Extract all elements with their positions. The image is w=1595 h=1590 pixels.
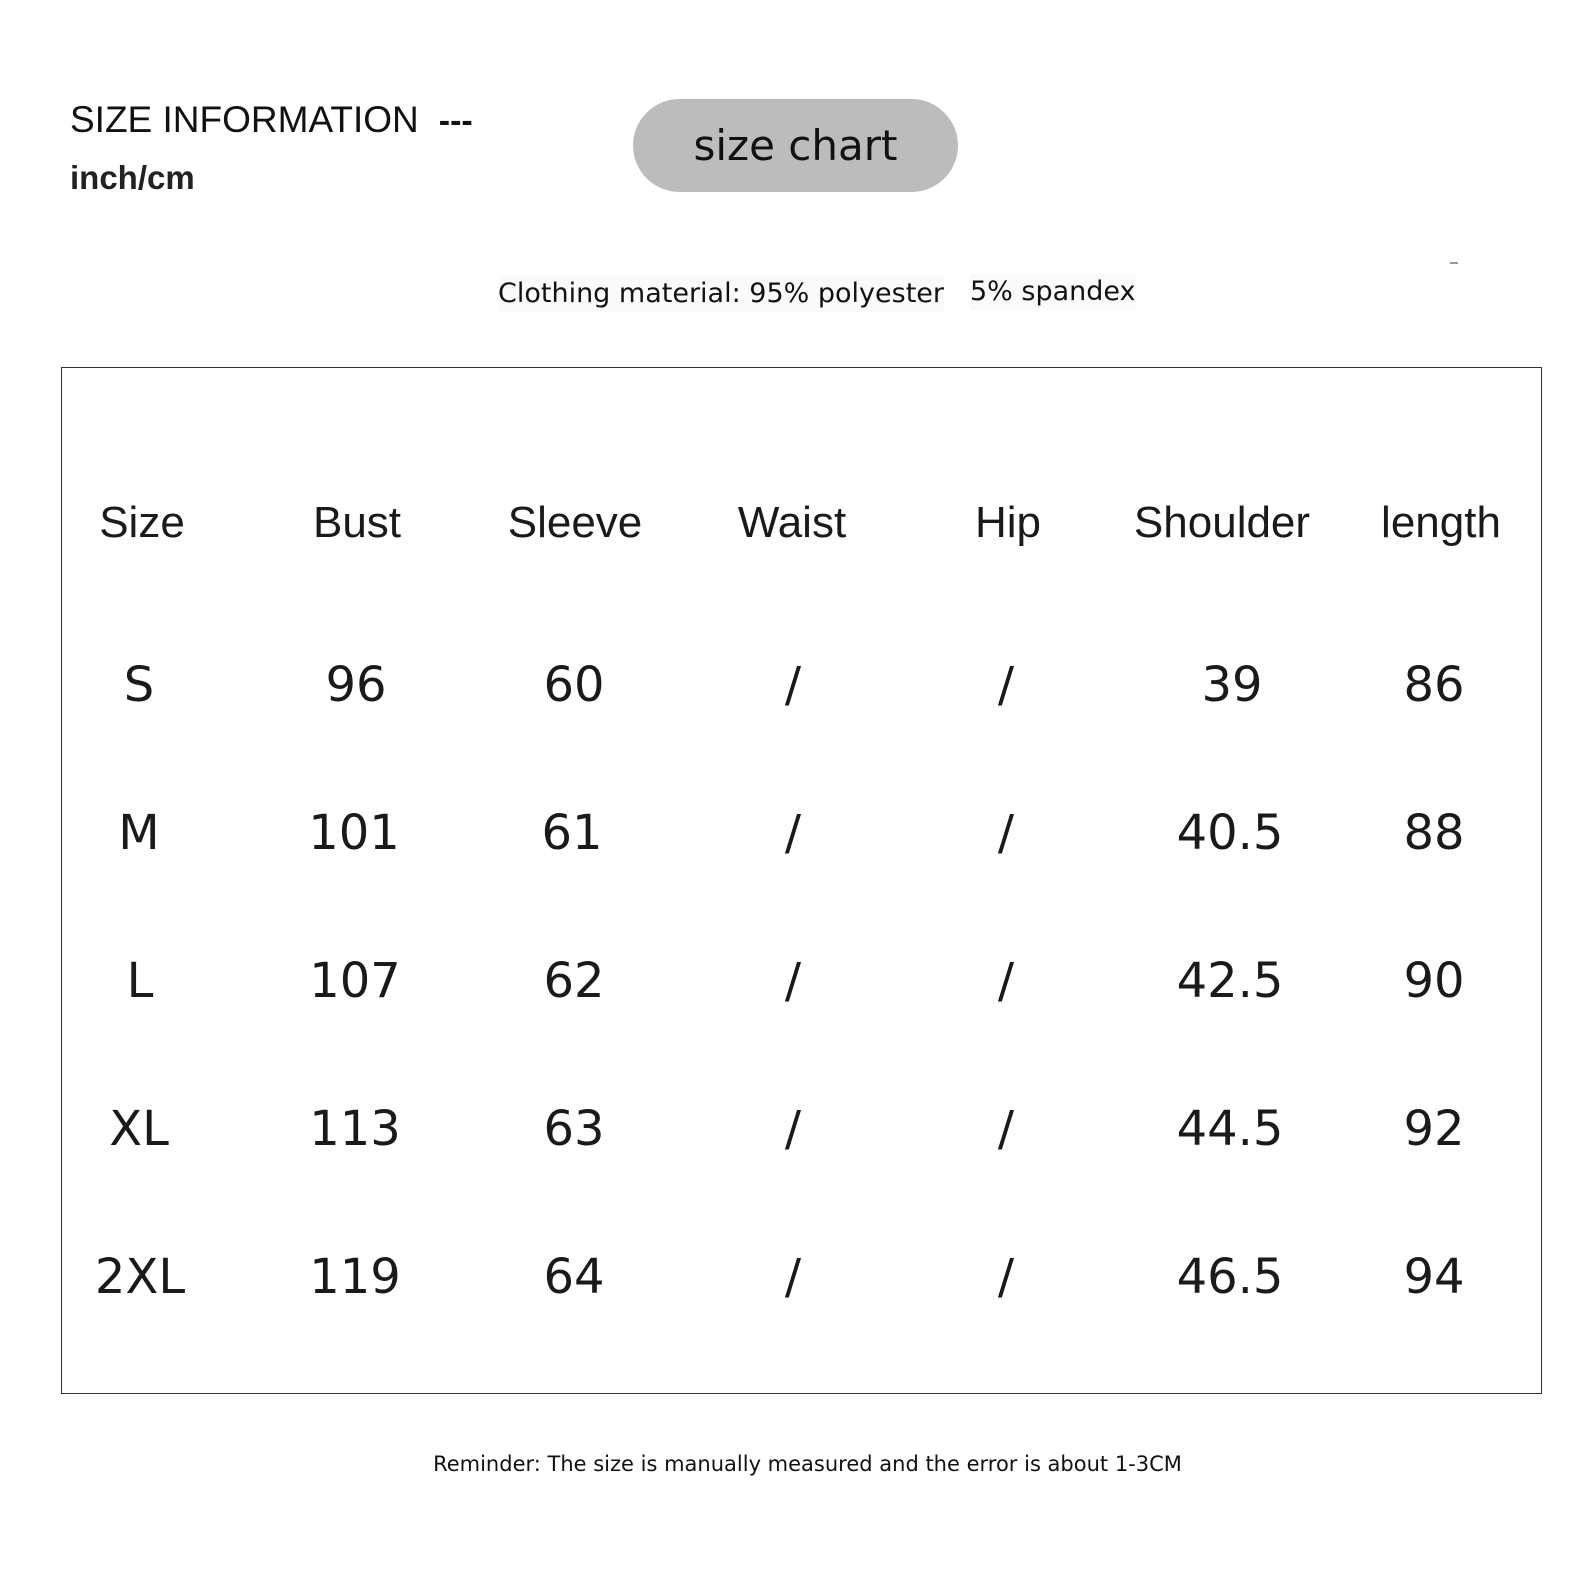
table-cell: / <box>997 953 1015 1009</box>
table-cell: / <box>997 805 1015 861</box>
table-cell: 62 <box>543 953 605 1009</box>
column-header-bust: Bust <box>312 498 402 547</box>
table-cell: / <box>784 805 802 861</box>
decorative-speck <box>1450 262 1458 264</box>
table-cell: 119 <box>309 1249 401 1305</box>
table-cell: 90 <box>1403 953 1465 1009</box>
table-cell: 113 <box>309 1101 401 1157</box>
table-cell: 63 <box>543 1101 605 1157</box>
size-information-heading <box>70 100 473 141</box>
table-cell: / <box>784 1101 802 1157</box>
table-cell: 40.5 <box>1176 805 1284 861</box>
material-main: Clothing material: 95% polyester <box>498 276 944 312</box>
table-cell: 2XL <box>94 1249 186 1305</box>
table-cell: 86 <box>1403 657 1465 713</box>
table-cell: / <box>997 1101 1015 1157</box>
table-cell: XL <box>109 1101 169 1157</box>
table-cell: / <box>997 657 1015 713</box>
table-cell: 92 <box>1403 1101 1465 1157</box>
table-cell: L <box>126 953 154 1009</box>
table-cell: 42.5 <box>1176 953 1284 1009</box>
table-cell: / <box>997 1249 1015 1305</box>
table-cell: 44.5 <box>1176 1101 1284 1157</box>
reminder-text: Reminder: The size is manually measured and the error is about 1-3CM <box>433 1452 1182 1476</box>
table-cell: 39 <box>1201 657 1263 713</box>
table-cell: / <box>784 953 802 1009</box>
table-cell: M <box>118 805 160 861</box>
table-cell: 46.5 <box>1176 1249 1284 1305</box>
column-header-waist: Waist <box>737 498 847 547</box>
size-information-label: SIZE INFORMATION <box>70 99 419 140</box>
size-chart-badge <box>633 99 958 192</box>
column-header-hip: Hip <box>974 498 1042 547</box>
table-cell: / <box>784 657 802 713</box>
table-cell: 61 <box>541 805 603 861</box>
table-cell: 64 <box>543 1249 605 1305</box>
reminder-note <box>0 1452 1595 1476</box>
size-chart-label: size chart <box>693 121 898 170</box>
column-header-sleeve: Sleeve <box>507 498 643 547</box>
table-cell: 60 <box>543 657 605 713</box>
column-header-size: Size <box>99 498 185 547</box>
table-cell: S <box>123 657 155 713</box>
column-header-shoulder: Shoulder <box>1133 498 1311 547</box>
table-cell: 101 <box>308 805 400 861</box>
material-secondary: 5% spandex <box>970 274 1136 310</box>
unit-label: inch/cm <box>70 159 195 196</box>
table-cell: / <box>784 1249 802 1305</box>
table-cell: 96 <box>325 657 387 713</box>
table-cell: 88 <box>1403 805 1465 861</box>
heading-dash: --- <box>438 102 473 140</box>
table-cell: 107 <box>309 953 401 1009</box>
column-header-length: length <box>1381 498 1501 547</box>
table-cell: 94 <box>1403 1249 1465 1305</box>
